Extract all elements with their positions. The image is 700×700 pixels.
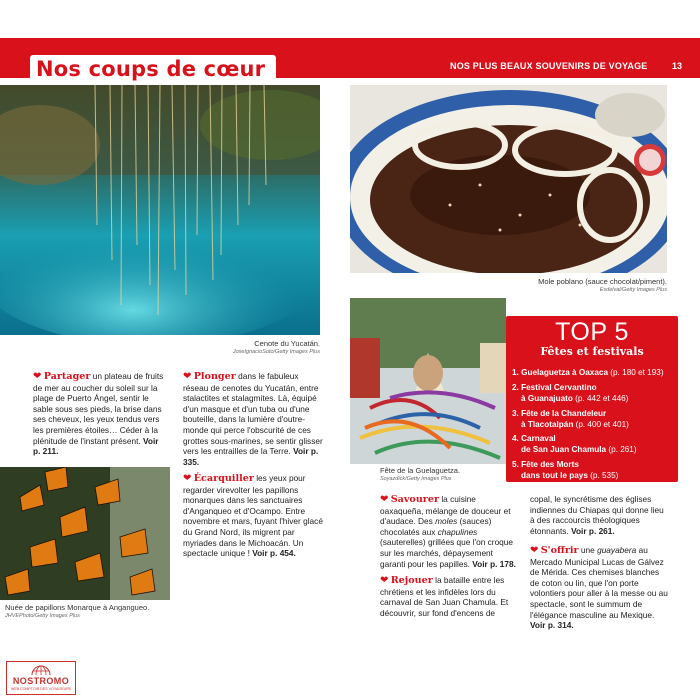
heart-icon: ❤ [183,371,192,382]
page-ref-link[interactable]: (p. 535) [587,471,619,481]
top5-subtitle: Fêtes et festivals [540,345,644,358]
page-ref-link[interactable]: Voir p. 261. [571,525,615,536]
page-ref-link[interactable]: Voir p. 454. [252,548,296,559]
page-ref-link[interactable]: Voir p. 335. [183,446,319,467]
entry-text: une [578,545,598,555]
guelaguetza-credit: Soyazdick/Getty Images Plus [380,476,452,482]
section-title: Nos coups de cœur [36,57,266,81]
heart-icon: ❤ [380,494,389,505]
page-ref-link[interactable]: Voir p. 314. [530,620,574,631]
entry-keyword: Écarquiller [193,473,254,484]
top5-title: TOP 5 [555,318,629,346]
entry-soffrir [530,545,670,631]
cenote-credit: JoseIgnacioSoto/Getty Images Plus [232,349,320,355]
running-head: NOS PLUS BEAUX SOUVENIRS DE VOYAGE [450,61,648,71]
entry-rejouer [380,575,516,618]
page-ref-link[interactable]: (p. 180 et 193) [608,368,664,377]
butterflies-credit: JHVEPhoto/Getty Images Plus [5,613,80,619]
entry-text: au Mercado Municipal Lucas de Gálvez de Mérida. Ces chemises blanches de coton ou lin, que l'on porte volontiers pour aller à la messe ou au spectacle, sont le summum de l'élégance masculine au Mexique. [530,545,668,620]
entry-keyword: Partager [43,371,91,382]
entry-italic: moles [435,516,458,527]
mole-caption: Mole poblano (sauce chocolat/piment). [538,277,667,286]
mole-photo [350,85,667,273]
mole-credit: Esdelval/Getty Images Plus [599,287,667,293]
entry-italic: guayabera [597,545,637,555]
entry-text: la cuisine oaxaqueña, mélange de douceur et d'audace. Des [380,494,511,527]
logo-tagline: WEB COMPTOIR DES VOYAGEURS [10,687,72,691]
nostromo-logo[interactable] [6,661,76,695]
heart-icon: ❤ [530,545,539,556]
entry-text: copal, le syncrétisme des églises indiennes du Chiapas qui donne lieu à des raccourcis théologiques étonnants. [530,494,664,536]
entry-savourer [380,494,516,569]
top5-list [512,367,676,485]
top5-item: 3. Fête de la Chandeleur à Tlacotalpán (p. 400 et 401) [512,408,629,429]
entry-keyword: S'offrir [540,545,579,556]
entry-text: la bataille entre les chrétiens et les infidèles lors du carnaval de San Juan Chamula. Et découvrir, sur fond d'encens de [380,575,509,618]
butterflies-photo [0,467,170,600]
page-ref-link[interactable]: (p. 400 et 401) [573,419,629,429]
heart-icon: ❤ [380,575,389,586]
entry-keyword: Savourer [390,494,440,505]
cenote-caption: Cenote du Yucatán. [254,339,320,348]
top5-item: 4. Carnaval de San Juan Chamula (p. 261) [512,434,637,455]
logo-name: NOSTROMO [12,676,70,686]
page-number: 13 [672,61,683,71]
page-ref-link[interactable]: Voir p. 178. [472,558,516,569]
page-ref-link[interactable]: (p. 261) [606,445,637,455]
page-ref-link[interactable]: Voir p. 211. [33,435,159,457]
butterflies-caption: Nuée de papillons Monarque à Angangueo. [5,603,150,612]
entry-keyword: Rejouer [390,575,433,586]
top5-item: 2. Festival Cervantino à Guanajuato (p. 442 et 446) [512,382,629,403]
entry-rejouer-continued [530,494,670,536]
heart-icon: ❤ [33,371,42,382]
entry-partager [33,371,166,457]
entry-text: un plateau de fruits de mer au coucher du soleil sur la plage de Puerto Ángel, sentir le sable sous ses pieds, la brise dans ses cheveux, les yeux tendus vers les premières étoiles… Céder à la plénitude de l'instant présent. [33,371,164,446]
page-ref-link[interactable]: (p. 442 et 446) [572,393,629,403]
entry-text: dans le fabuleux réseau de cenotes du Yucatán, entre stalactites et stalagmites. Là, équipé d'un masque et d'un tuba ou d'une bouteille, dans la lumière d'outre-monde qui perce l'obscurité de ces grottes sous-marines, se sentir glisser vers les entrailles de la Terre. [183,371,323,457]
entry-keyword: Plonger [193,371,236,382]
entry-plonger [183,371,323,467]
top5-item: 1. Guelaguetza à Oaxaca (p. 180 et 193) [512,368,664,377]
entry-text: (sauterelles) grillées que l'on croque sur les marchés, dépaysement garanti pour les papilles. [380,537,514,569]
entry-ecarquiller [183,473,323,559]
guelaguetza-photo [350,298,506,464]
entry-text: (sauces) chocolatés aux [380,516,492,537]
globe-icon [31,663,51,676]
entry-text: les yeux pour regarder virevolter les papillons monarques dans les sanctuaires d'Anganqueo et d'Ocampo. Entre novembre et mars, fuyant l'hiver glacé du Grand Nord, ils migrent par myriades dans le Michoacán. Un spectacle unique ! [183,473,323,559]
entry-italic: chapulines [437,526,478,537]
guelaguetza-caption: Fête de la Guelaguetza. [380,466,461,475]
top5-item: 5. Fête des Morts dans tout le pays (p. 535) [512,460,619,481]
cenote-photo [0,85,320,335]
top5-box [506,316,678,482]
heart-icon: ❤ [183,473,192,484]
